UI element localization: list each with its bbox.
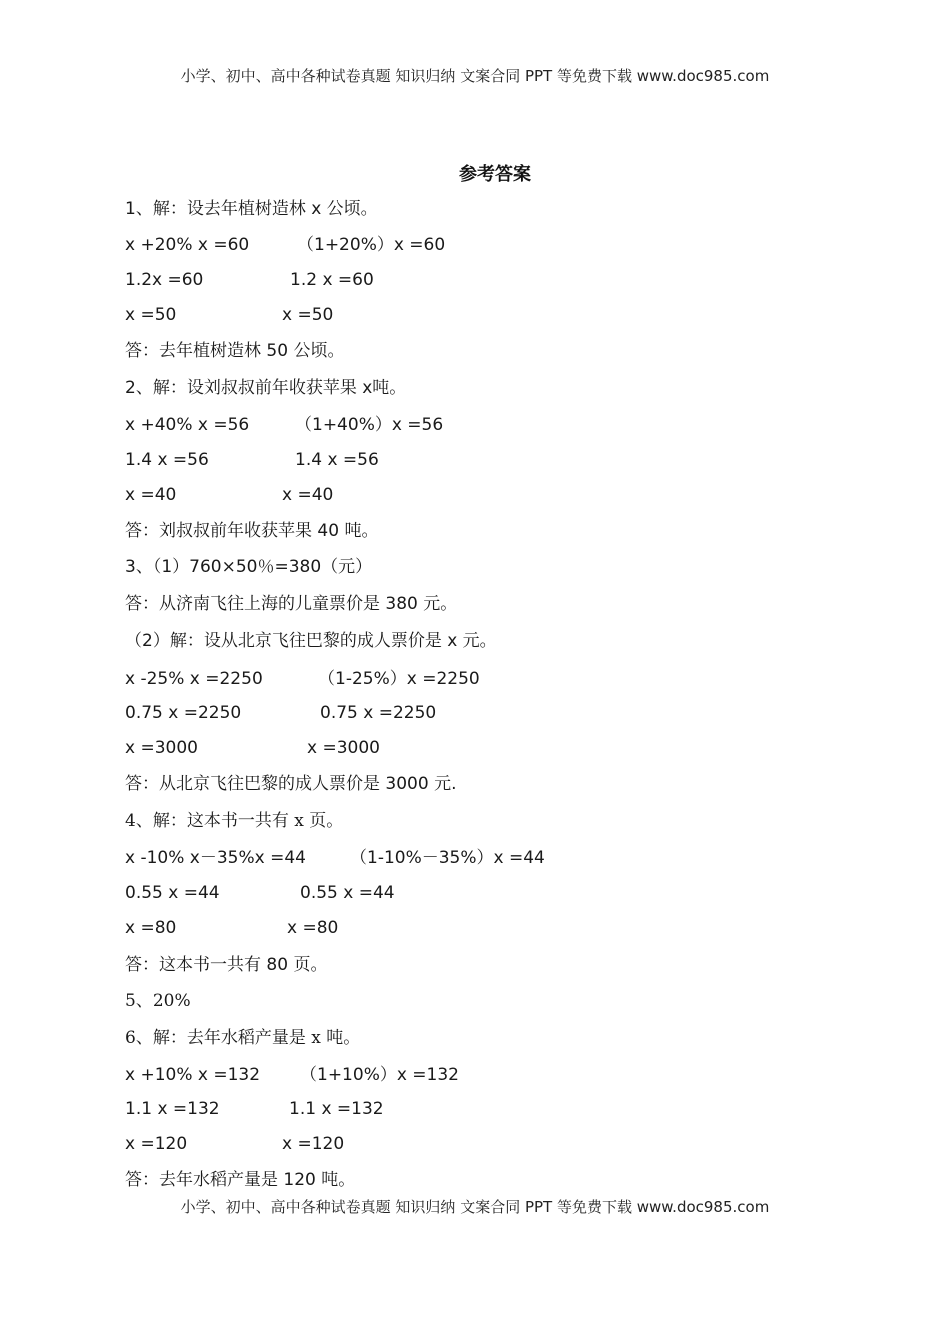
equation-left: 1.2x =60 — [125, 270, 204, 290]
line-text: 4、解：这本书一共有 x 页。 — [125, 811, 344, 831]
equation-left: x -25% x =2250 — [125, 669, 263, 689]
equation-left: x =80 — [125, 918, 177, 938]
equation-right: 1.4 x =56 — [295, 450, 379, 470]
line-text: 答：去年水稻产量是 120 吨。 — [125, 1170, 356, 1190]
line-text: 答：这本书一共有 80 页。 — [125, 955, 328, 975]
equation-right: x =3000 — [307, 738, 380, 758]
line-text: （2）解：设从北京飞往巴黎的成人票价是 x 元。 — [125, 631, 497, 651]
equation-right: x =40 — [282, 485, 334, 505]
equation-right: x =80 — [287, 918, 339, 938]
equation-left: x =120 — [125, 1134, 188, 1154]
line-text: 5、20% — [125, 991, 191, 1011]
equation-left: x =50 — [125, 305, 177, 325]
line-text: 答：从北京飞往巴黎的成人票价是 3000 元. — [125, 774, 457, 794]
equation-right: x =50 — [282, 305, 334, 325]
line-text: 答：从济南飞往上海的儿童票价是 380 元。 — [125, 594, 458, 614]
equation-right: 0.55 x =44 — [300, 883, 395, 903]
equation-left: x +10% x =132 — [125, 1065, 261, 1085]
equation-left: 0.55 x =44 — [125, 883, 220, 903]
equation-left: 0.75 x =2250 — [125, 703, 242, 723]
equation-right: （1+20%）x =60 — [297, 235, 446, 255]
line-text: 6、解：去年水稻产量是 x 吨。 — [125, 1028, 361, 1048]
line-text: 答：刘叔叔前年收获苹果 40 吨。 — [125, 521, 379, 541]
equation-right: 0.75 x =2250 — [320, 703, 437, 723]
equation-right: （1+40%）x =56 — [295, 415, 444, 435]
equation-right: 1.2 x =60 — [290, 270, 374, 290]
equation-left: x +20% x =60 — [125, 235, 250, 255]
line-text: 3、（1）760×50％=380（元） — [125, 557, 373, 577]
equation-right: （1+10%）x =132 — [300, 1065, 460, 1085]
line-text: 2、解：设刘叔叔前年收获苹果 x吨。 — [125, 378, 407, 398]
page-header: 小学、初中、高中各种试卷真题 知识归纳 文案合同 PPT 等免费下载 www.doc985.com — [180, 67, 770, 85]
equation-left: x +40% x =56 — [125, 415, 250, 435]
equation-right: 1.1 x =132 — [289, 1099, 384, 1119]
equation-right: （1-10%－35%）x =44 — [350, 848, 545, 868]
equation-left: x -10% x－35%x =44 — [125, 848, 306, 868]
equation-left: x =40 — [125, 485, 177, 505]
equation-right: x =120 — [282, 1134, 345, 1154]
equation-left: 1.1 x =132 — [125, 1099, 220, 1119]
equation-right: （1-25%）x =2250 — [318, 669, 480, 689]
doc-title: 参考答案 — [459, 164, 531, 185]
page-footer: 小学、初中、高中各种试卷真题 知识归纳 文案合同 PPT 等免费下载 www.doc985.com — [180, 1198, 770, 1216]
line-text: 答：去年植树造林 50 公顷。 — [125, 341, 345, 361]
line-text: 1、解：设去年植树造林 x 公顷。 — [125, 199, 378, 219]
equation-left: x =3000 — [125, 738, 198, 758]
equation-left: 1.4 x =56 — [125, 450, 209, 470]
